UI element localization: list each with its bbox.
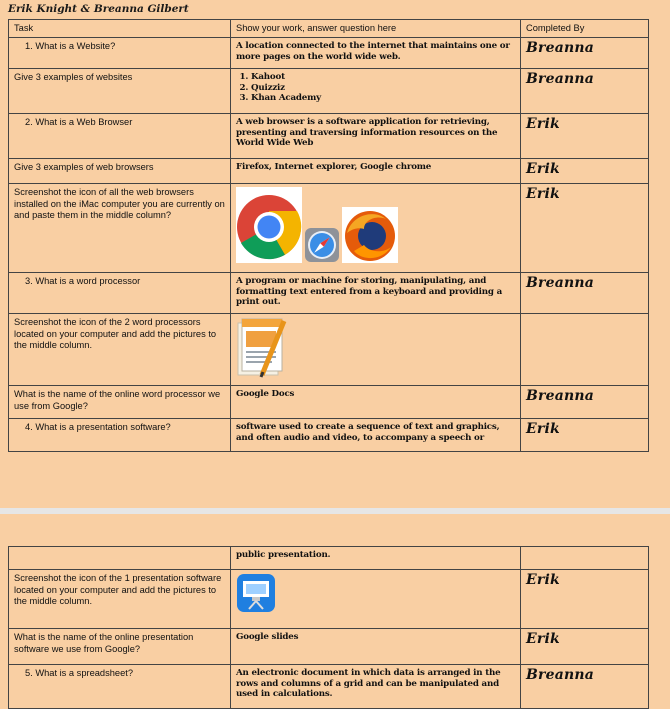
completed-by-cell: Erik (521, 419, 649, 452)
list-item: 1. Kahoot (251, 72, 516, 83)
answer-cell: Firefox, Internet explorer, Google chrome (231, 159, 521, 184)
assignment-table-page1 (8, 19, 649, 452)
answer-cell (231, 184, 521, 273)
completed-by-cell: Erik (521, 159, 649, 184)
table-row (9, 159, 649, 184)
completed-by-cell: Breanna (521, 273, 649, 314)
answer-cell (231, 69, 521, 114)
list-item: 2. Quizziz (251, 83, 516, 94)
completed-by-cell: Erik (521, 114, 649, 159)
task-cell: What is the name of the online presentation software we use from Google? (9, 629, 231, 665)
task-cell: 3. What is a word processor (9, 273, 231, 314)
task-cell: 5. What is a spreadsheet? (9, 665, 231, 709)
task-cell: Screenshot the icon of all the web browsers installed on the iMac computer you are currently on and paste them in the middle column? (9, 184, 231, 273)
authors-heading: Erik Knight & Breanna Gilbert (8, 3, 189, 15)
table-row (9, 69, 649, 114)
keynote-icon (236, 573, 276, 613)
table-row (9, 547, 649, 570)
task-cell: What is the name of the online word processor we use from Google? (9, 386, 231, 419)
table-row (9, 314, 649, 386)
completed-by-cell: Erik (521, 570, 649, 629)
answer-cell: An electronic document in which data is arranged in the rows and columns of a grid and can be manipulated and used in calculations. (231, 665, 521, 709)
firefox-icon (342, 207, 398, 263)
answer-cell: software used to create a sequence of text and graphics, and often audio and video, to accompany a speech or (231, 419, 521, 452)
task-cell (9, 547, 231, 570)
list-item: 3. Khan Academy (251, 93, 516, 104)
table-row (9, 629, 649, 665)
completed-by-cell (521, 314, 649, 386)
table-row (9, 273, 649, 314)
table-row (9, 38, 649, 69)
table-row (9, 114, 649, 159)
task-cell: 1. What is a Website? (9, 38, 231, 69)
answer-cell: Google slides (231, 629, 521, 665)
answer-cell: public presentation. (231, 547, 521, 570)
task-cell: 4. What is a presentation software? (9, 419, 231, 452)
answer-cell (231, 570, 521, 629)
assignment-table-page2 (8, 546, 649, 709)
completed-by-cell: Breanna (521, 69, 649, 114)
page-break (0, 508, 670, 514)
table-row (9, 665, 649, 709)
answer-cell: A web browser is a software application for retrieving, presenting and traversing information resources on the World Wide Web (231, 114, 521, 159)
header-completed: Completed By (521, 20, 649, 38)
table-row (9, 570, 649, 629)
task-cell: Give 3 examples of websites (9, 69, 231, 114)
completed-by-cell: Erik (521, 629, 649, 665)
table-row (9, 184, 649, 273)
task-cell: Give 3 examples of web browsers (9, 159, 231, 184)
pages-icon (236, 317, 290, 379)
answer-cell: Google Docs (231, 386, 521, 419)
completed-by-cell: Breanna (521, 665, 649, 709)
answer-cell (231, 314, 521, 386)
answer-cell: A program or machine for storing, manipulating, and formatting text entered from a keyboard and providing a print out. (231, 273, 521, 314)
chrome-icon (236, 187, 302, 263)
completed-by-cell (521, 547, 649, 570)
table-row (9, 419, 649, 452)
header-work: Show your work, answer question here (231, 20, 521, 38)
header-task: Task (9, 20, 231, 38)
task-cell: Screenshot the icon of the 2 word processors located on your computer and add the pictures to the middle column. (9, 314, 231, 386)
completed-by-cell: Erik (521, 184, 649, 273)
header-row (9, 20, 649, 38)
completed-by-cell: Breanna (521, 38, 649, 69)
completed-by-cell: Breanna (521, 386, 649, 419)
safari-icon (304, 227, 340, 263)
task-cell: 2. What is a Web Browser (9, 114, 231, 159)
task-cell: Screenshot the icon of the 1 presentation software located on your computer and add the pictures to the middle column. (9, 570, 231, 629)
answer-cell: A location connected to the internet that maintains one or more pages on the world wide web. (231, 38, 521, 69)
table-row (9, 386, 649, 419)
